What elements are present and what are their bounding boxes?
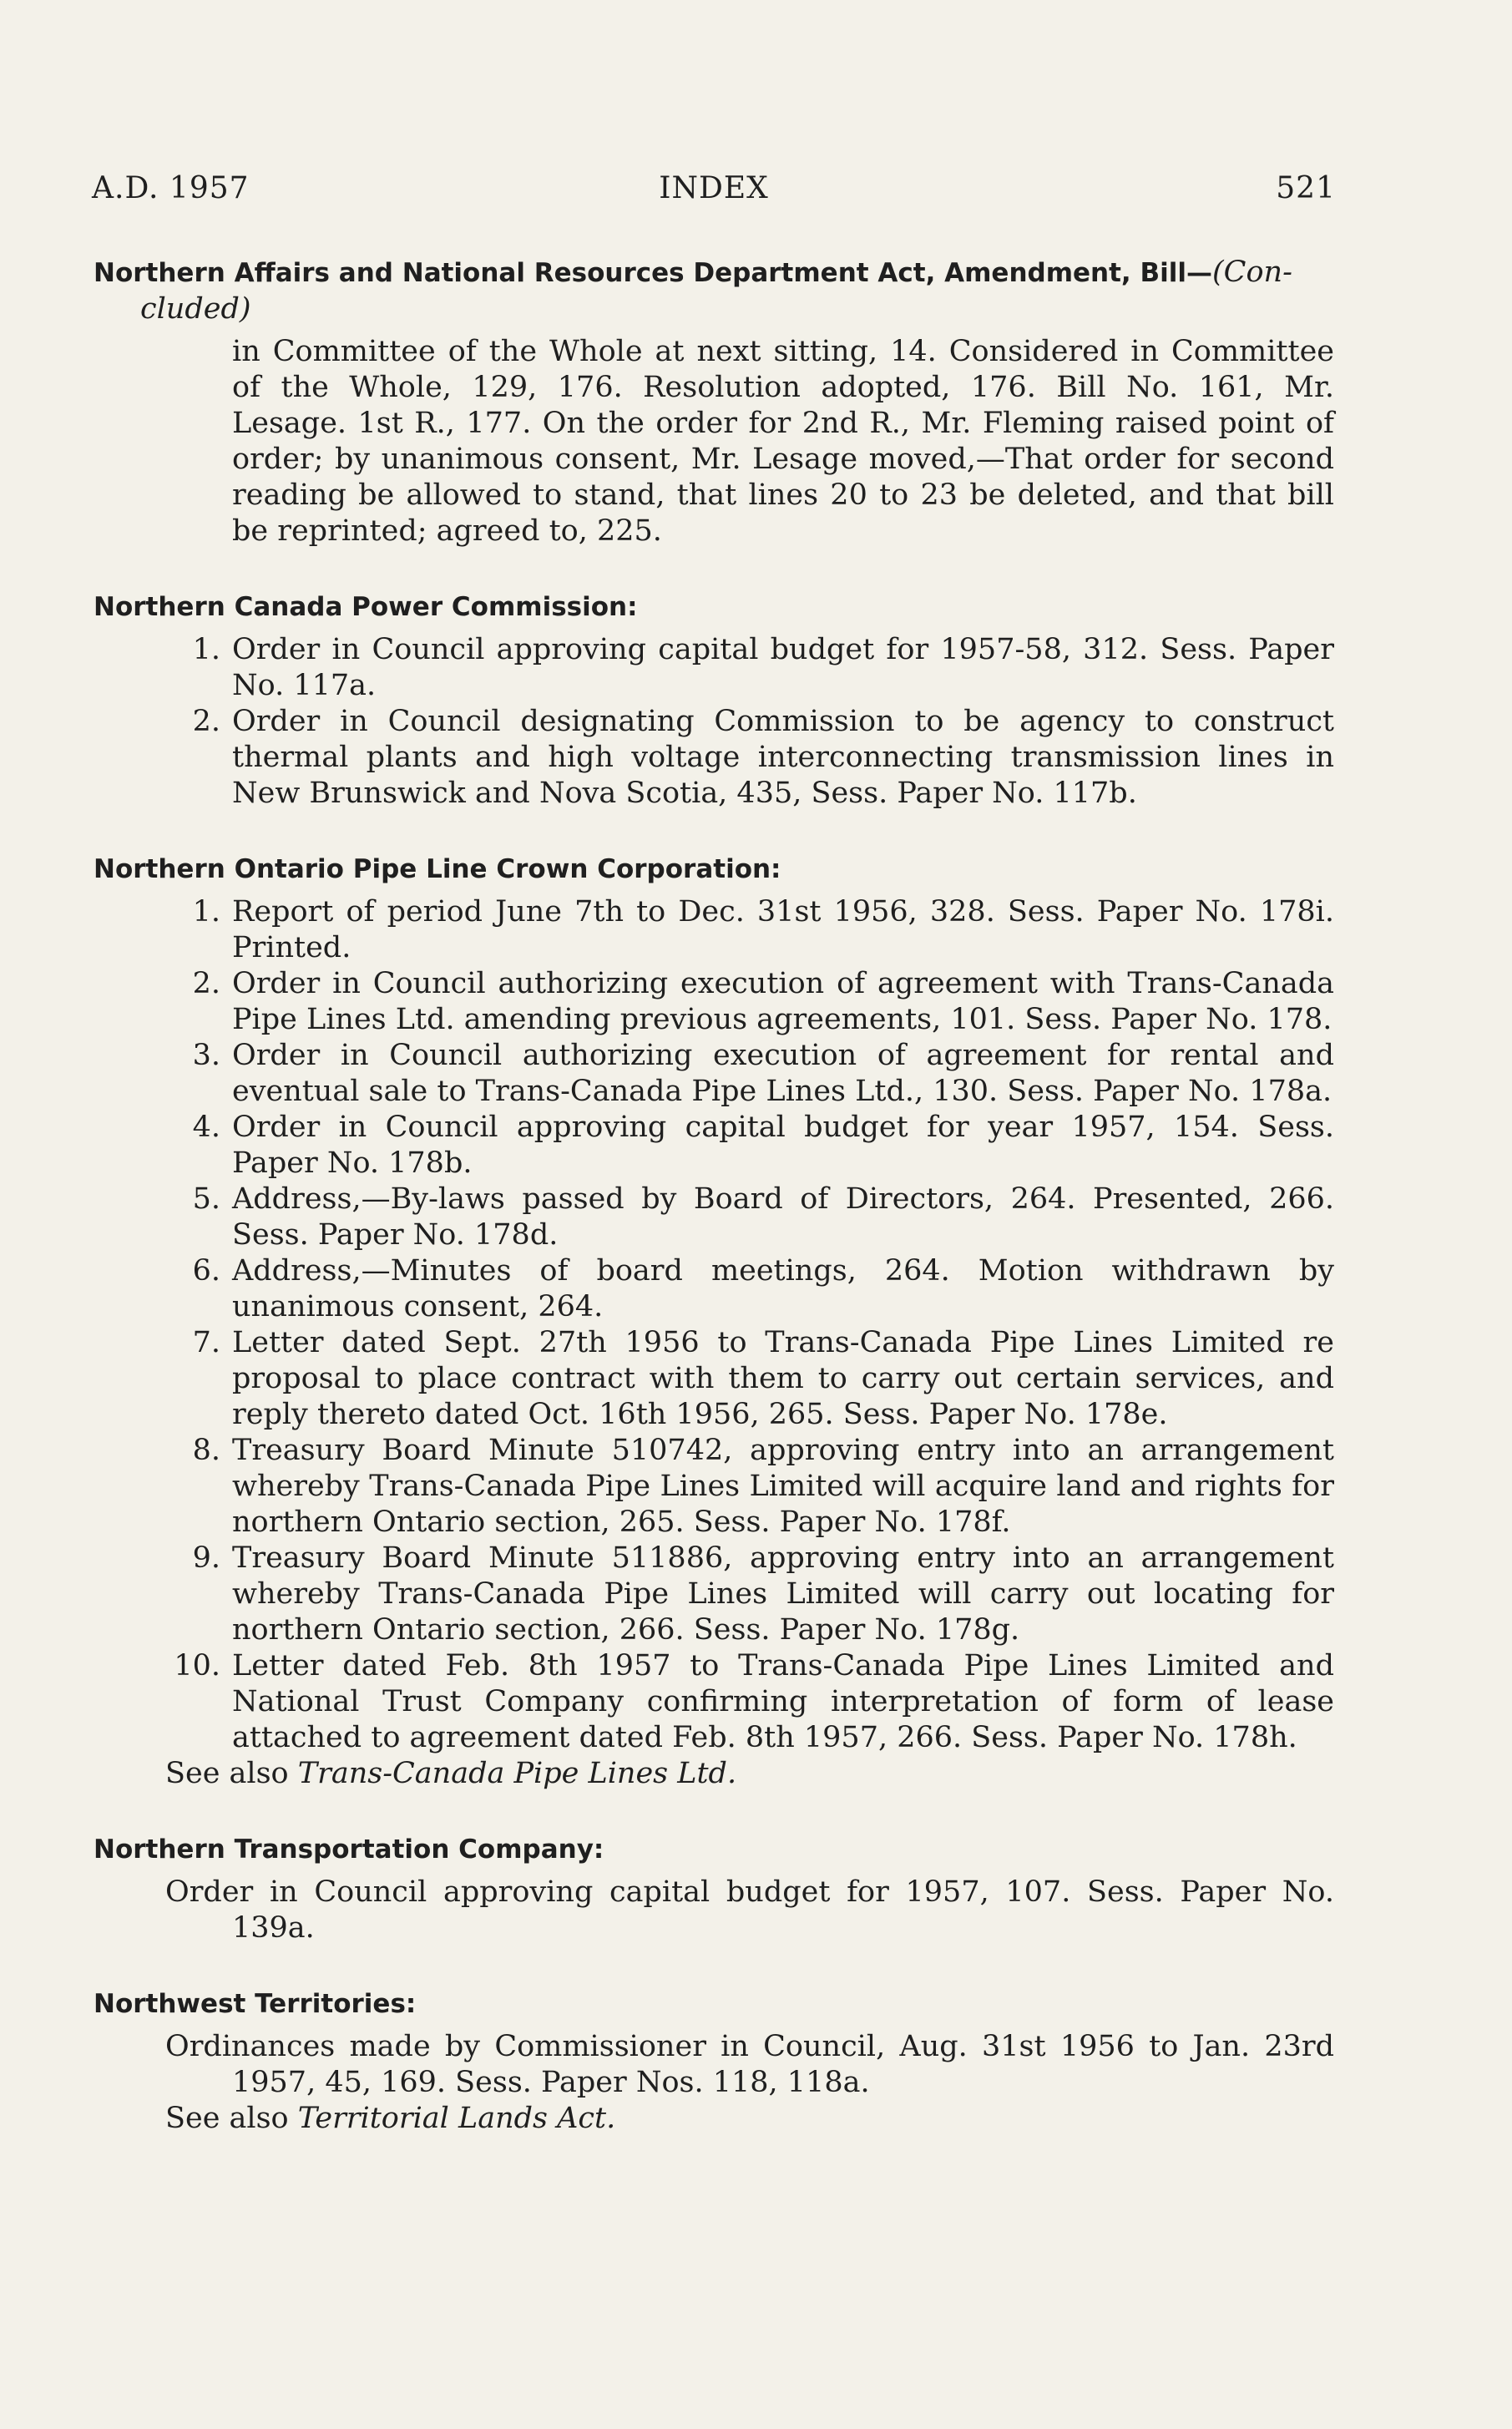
item-number: 7. bbox=[192, 1326, 220, 1359]
index-entry-northwest-territories bbox=[94, 1986, 1334, 2137]
entry-heading: Northern Transportation Company: bbox=[94, 1834, 604, 1865]
index-entry-northern-transportation bbox=[94, 1832, 1334, 1946]
list-item bbox=[94, 1325, 1334, 1433]
see-also bbox=[94, 1756, 1334, 1792]
see-also-reference: Trans-Canada Pipe Lines Ltd. bbox=[297, 1757, 737, 1790]
entry-heading-continued-a: (Con- bbox=[1212, 256, 1292, 289]
list-item bbox=[94, 1182, 1334, 1253]
list-item bbox=[94, 966, 1334, 1038]
list-item bbox=[94, 1038, 1334, 1110]
item-text: Treasury Board Minute 510742, approving entry into an arrangement whereby Trans-Canada Pipe Lines Limited will acquire land and rights for northern Ontario section, 265. Sess. Paper No. 178f. bbox=[232, 1434, 1334, 1539]
item-text: Treasury Board Minute 511886, approving entry into an arrangement whereby Trans-Canada Pipe Lines Limited will carry out locating for northern Ontario section, 266. Sess. Paper No. 178g. bbox=[232, 1541, 1334, 1647]
see-also-prefix: See also bbox=[165, 1757, 298, 1790]
index-entry-northern-canada-power bbox=[94, 590, 1334, 812]
item-text: Order in Council approving capital budget for year 1957, 154. Sess. Paper No. 178b. bbox=[232, 1111, 1334, 1180]
list-item bbox=[94, 1648, 1334, 1756]
item-text: Order in Council authorizing execution of agreement with Trans-Canada Pipe Lines Ltd. amending previous agreements, 101. Sess. Paper No. 178. bbox=[232, 967, 1334, 1036]
see-also-prefix: See also bbox=[165, 2102, 298, 2135]
item-number: 2. bbox=[192, 967, 220, 1000]
see-also-reference: Territorial Lands Act. bbox=[297, 2102, 616, 2135]
item-text: Address,—By-laws passed by Board of Directors, 264. Presented, 266. Sess. Paper No. 178d. bbox=[232, 1182, 1334, 1252]
entry-heading-text: Northern Affairs and National Resources Department Act, Amendment, Bill— bbox=[94, 258, 1213, 288]
item-number: 4. bbox=[192, 1111, 220, 1144]
list-item bbox=[94, 632, 1334, 704]
list-item bbox=[94, 1253, 1334, 1325]
index-entry-northern-affairs bbox=[94, 255, 1334, 549]
entry-heading: Northern Canada Power Commission: bbox=[94, 592, 638, 622]
entry-heading: Northern Ontario Pipe Line Crown Corporation: bbox=[94, 854, 781, 884]
item-text: Report of period June 7th to Dec. 31st 1956, 328. Sess. Paper No. 178i. Printed. bbox=[232, 895, 1334, 964]
list-item bbox=[94, 1110, 1334, 1182]
entry-body bbox=[94, 2029, 1334, 2101]
entry-heading-continued-b: cluded) bbox=[140, 292, 251, 326]
entry-list bbox=[94, 894, 1334, 1756]
item-text: Address,—Minutes of board meetings, 264. Motion withdrawn by unanimous consent, 264. bbox=[232, 1254, 1334, 1323]
item-number: 10. bbox=[174, 1649, 220, 1683]
item-text: Order in Council designating Commission to be agency to construct thermal plants and high voltage interconnecting transmission lines in New Brunswick and Nova Scotia, 435, Sess. Paper No. 117b. bbox=[232, 705, 1334, 810]
header-title: INDEX bbox=[659, 171, 769, 205]
item-number: 9. bbox=[192, 1541, 220, 1575]
entry-text: Order in Council approving capital budget for 1957, 107. Sess. Paper No. 139a. bbox=[165, 1875, 1334, 1945]
header-date: A.D. 1957 bbox=[92, 171, 250, 205]
list-item bbox=[94, 894, 1334, 966]
see-also bbox=[94, 2101, 1334, 2137]
item-number: 8. bbox=[192, 1434, 220, 1467]
page-number: 521 bbox=[1276, 171, 1336, 205]
index-content bbox=[94, 255, 1334, 2177]
item-text: Order in Council authorizing execution of agreement for rental and eventual sale to Trans-Canada Pipe Lines Ltd., 130. Sess. Paper No. 178a. bbox=[232, 1039, 1334, 1108]
entry-heading: Northwest Territories: bbox=[94, 1989, 417, 2019]
list-item bbox=[94, 1433, 1334, 1541]
entry-text: Ordinances made by Commissioner in Council, Aug. 31st 1956 to Jan. 23rd 1957, 45, 169. Sess. Paper Nos. 118, 118a. bbox=[165, 2030, 1334, 2099]
entry-text: in Committee of the Whole at next sitting, 14. Considered in Committee of the Whole, 129, 176. Resolution adopted, 176. Bill No. 161, Mr. Lesage. 1st R., 177. On the order for 2nd R., Mr. Fleming raised point of order; by unanimous consent, Mr. Lesage moved,—That order for second reading be allowed to stand, that lines 20 to 23 be deleted, and that bill be reprinted; agreed to, 225. bbox=[232, 335, 1334, 548]
running-head bbox=[92, 171, 1336, 213]
entry-list bbox=[94, 632, 1334, 812]
list-item bbox=[94, 704, 1334, 812]
item-number: 3. bbox=[192, 1039, 220, 1072]
entry-body bbox=[94, 1875, 1334, 1946]
item-number: 2. bbox=[192, 705, 220, 738]
item-text: Letter dated Feb. 8th 1957 to Trans-Canada Pipe Lines Limited and National Trust Company confirming interpretation of form of lease attached to agreement dated Feb. 8th 1957, 266. Sess. Paper No. 178h. bbox=[232, 1649, 1334, 1754]
item-number: 6. bbox=[192, 1254, 220, 1288]
item-number: 5. bbox=[192, 1182, 220, 1216]
index-entry-northern-ontario-pipe-line bbox=[94, 852, 1334, 1792]
entry-heading bbox=[94, 255, 1334, 327]
item-number: 1. bbox=[192, 633, 220, 666]
item-text: Letter dated Sept. 27th 1956 to Trans-Canada Pipe Lines Limited re proposal to place contract with them to carry out certain services, and reply thereto dated Oct. 16th 1956, 265. Sess. Paper No. 178e. bbox=[232, 1326, 1334, 1431]
list-item bbox=[94, 1541, 1334, 1648]
item-number: 1. bbox=[192, 895, 220, 929]
item-text: Order in Council approving capital budget for 1957-58, 312. Sess. Paper No. 117a. bbox=[232, 633, 1334, 702]
